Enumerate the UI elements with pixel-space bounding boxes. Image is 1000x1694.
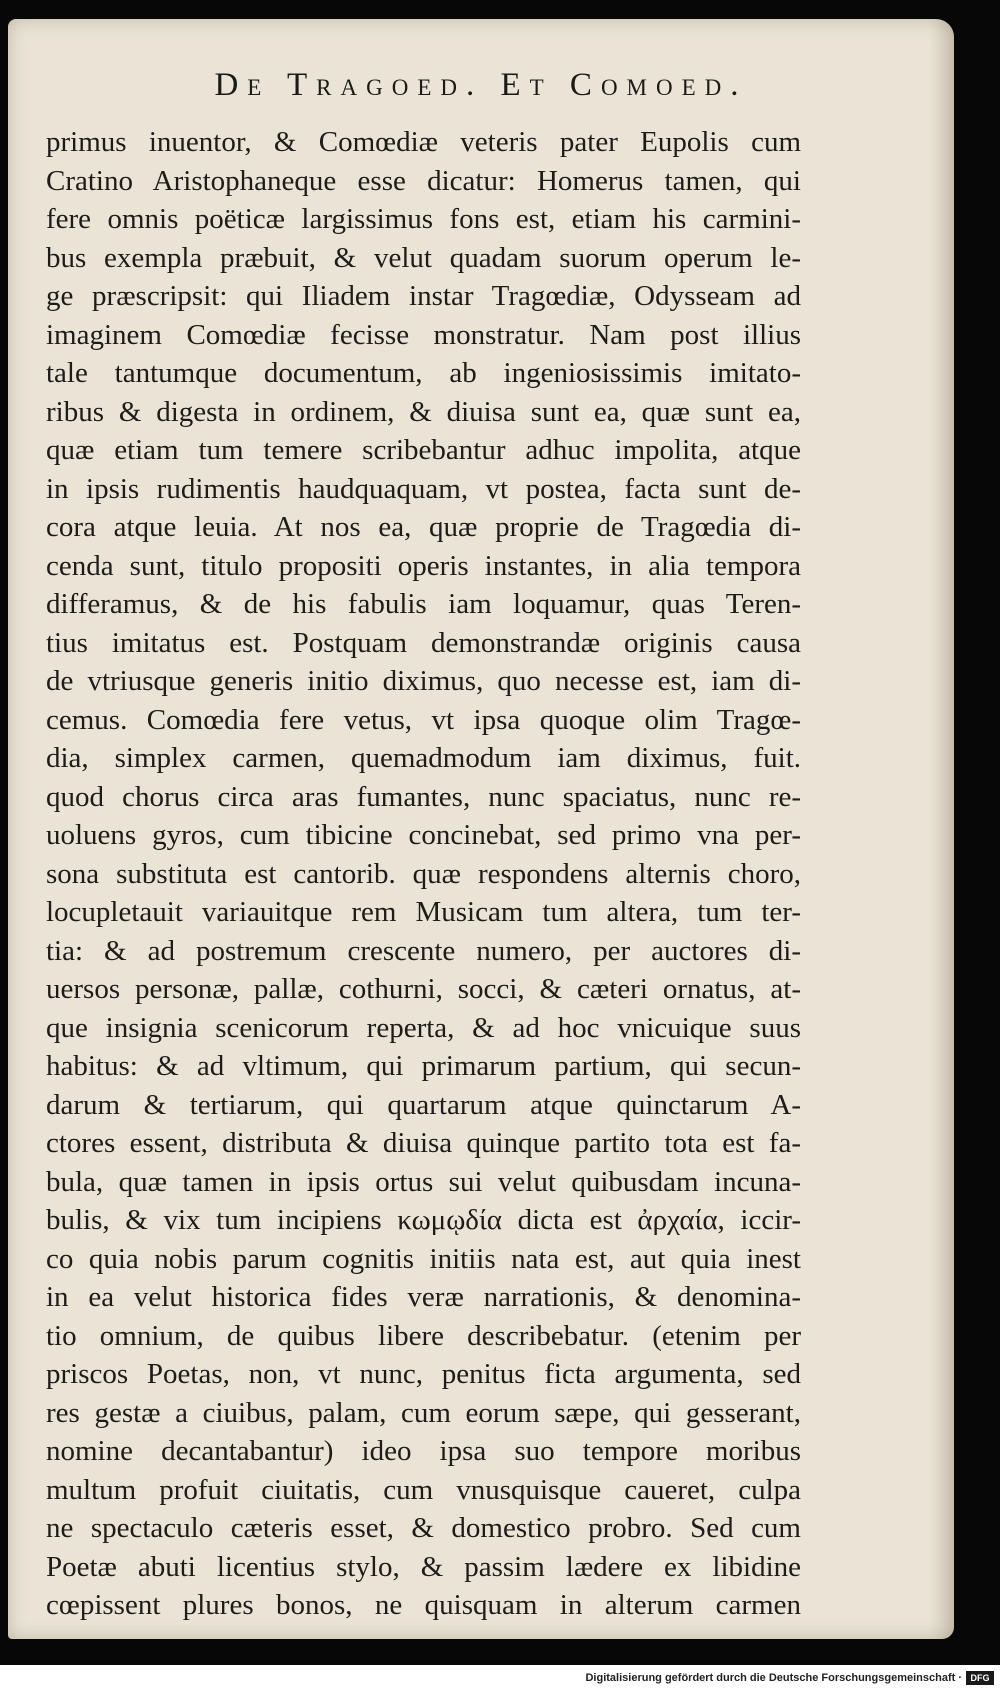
text-line: primus inuentor, & Comœdiæ veteris pater Eupolis cum xyxy=(46,126,801,158)
text-line: bulis, & vix tum incipiens κωμῳδία dicta est ἀρχαία, iccir- xyxy=(46,1204,801,1236)
dfg-logo: DFG xyxy=(966,1671,994,1685)
text-line: uersos personæ, pallæ, cothurni, socci, & cæteri ornatus, at- xyxy=(46,973,801,1005)
text-line: nomine decantabantur) ideo ipsa suo tempore moribus xyxy=(46,1435,801,1467)
text-line: quæ etiam tum temere scribebantur adhuc impolita, atque xyxy=(46,434,801,466)
text-line: bus exempla præbuit, & velut quadam suorum operum le- xyxy=(46,241,801,274)
text-line: cœpissent plures bonos, ne quisquam in alterum carmen xyxy=(46,1589,801,1621)
text-line: in ea velut historica fides veræ narrationis, & denomina- xyxy=(46,1281,801,1313)
text-line: priscos Poetas, non, vt nunc, penitus ficta argumenta, sed xyxy=(46,1358,801,1390)
text-line: uoluens gyros, cum tibicine concinebat, sed primo vna per- xyxy=(46,819,801,851)
page-edge-shadow xyxy=(928,19,954,1639)
footer-bar xyxy=(0,1665,1000,1694)
text-line: locupletauit variauitque rem Musicam tum altera, tum ter- xyxy=(46,896,801,928)
text-line: Cratino Aristophaneque esse dicatur: Homerus tamen, qui xyxy=(46,164,801,197)
text-line: Poetæ abuti licentius stylo, & passim lædere ex libidine xyxy=(46,1550,801,1583)
text-line: multum profuit ciuitatis, cum vnusquisque caueret, culpa xyxy=(46,1473,801,1506)
text-line: cemus. Comœdia fere vetus, vt ipsa quoque olim Tragœ- xyxy=(46,703,801,736)
text-line: ribus & digesta in ordinem, & diuisa sunt ea, quæ sunt ea, xyxy=(46,395,801,428)
text-line: quod chorus circa aras fumantes, nunc spaciatus, nunc re- xyxy=(46,780,801,813)
text-line: tia: & ad postremum crescente numero, per auctores di- xyxy=(46,934,801,967)
running-head: De Tragoed. Et Comoed. xyxy=(214,67,748,103)
text-line: tale tantumque documentum, ab ingeniosissimis imitato- xyxy=(46,357,801,389)
text-line: sona substituta est cantorib. quæ respondens alternis choro, xyxy=(46,857,801,890)
text-line: que insignia scenicorum reperta, & ad hoc vnicuique suus xyxy=(46,1011,801,1044)
text-line: in ipsis rudimentis haudquaquam, vt postea, facta sunt de- xyxy=(46,472,801,505)
text-line: fere omnis poëticæ largissimus fons est, etiam his carmini- xyxy=(46,203,801,235)
text-line: co quia nobis parum cognitis initiis nata est, aut quia inest xyxy=(46,1242,801,1275)
text-line: de vtriusque generis initio diximus, quo necesse est, iam di- xyxy=(46,665,801,697)
text-line: ctores essent, distributa & diuisa quinque partito tota est fa- xyxy=(46,1127,801,1159)
text-line: cora atque leuia. At nos ea, quæ proprie de Tragœdia di- xyxy=(46,511,801,543)
text-line: dia, simplex carmen, quemadmodum iam diximus, fuit. xyxy=(46,742,801,774)
text-line: bula, quæ tamen in ipsis ortus sui velut quibusdam incuna- xyxy=(46,1165,801,1198)
funding-notice: Digitalisierung gefördert durch die Deutsche Forschungsgemeinschaft · xyxy=(585,1672,962,1684)
text-line: tius imitatus est. Postquam demonstrandæ originis causa xyxy=(46,626,801,659)
text-line: res gestæ a ciuibus, palam, cum eorum sæpe, qui gesserant, xyxy=(46,1396,801,1429)
text-line: differamus, & de his fabulis iam loquamur, quas Teren- xyxy=(46,588,801,620)
text-line: tio omnium, de quibus libere describebatur. (etenim per xyxy=(46,1319,801,1352)
text-line: darum & tertiarum, qui quartarum atque quinctarum A- xyxy=(46,1088,801,1121)
text-line: habitus: & ad vltimum, qui primarum partium, qui secun- xyxy=(46,1050,801,1082)
book-page xyxy=(8,19,954,1639)
text-line: ge præscripsit: qui Iliadem instar Tragœdiæ, Odysseam ad xyxy=(46,280,801,312)
text-line: cenda sunt, titulo propositi operis instantes, in alia tempora xyxy=(46,549,801,582)
text-line: imaginem Comœdiæ fecisse monstratur. Nam post illius xyxy=(46,318,801,351)
body-text xyxy=(46,123,801,1625)
text-line: ne spectaculo cæteris esset, & domestico probro. Sed cum xyxy=(46,1512,801,1544)
